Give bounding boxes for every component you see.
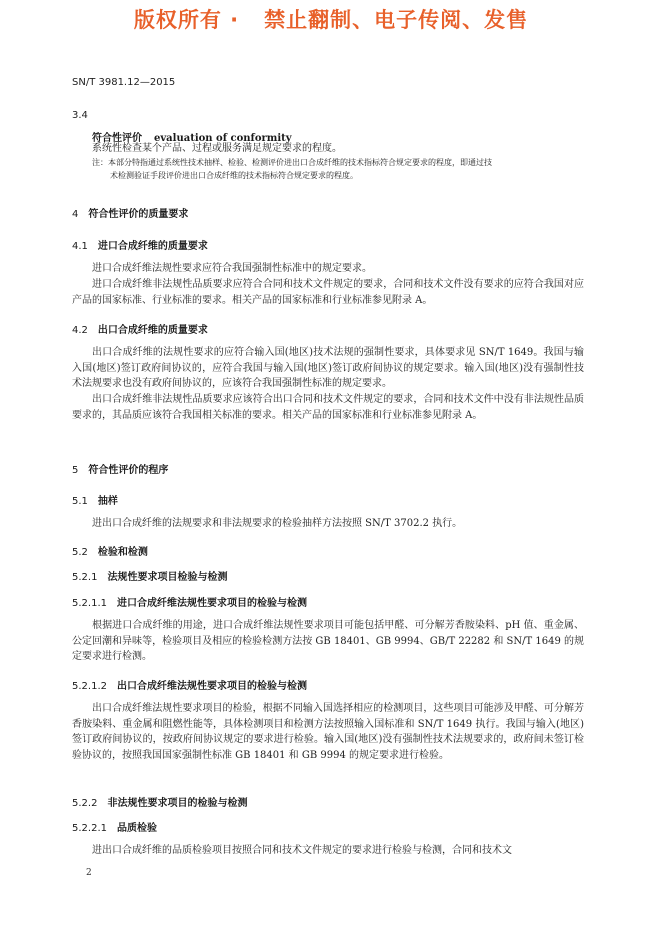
standard-code-header: SN/T 3981.12—2015: [72, 77, 176, 88]
term-english: evaluation of conformity: [154, 133, 292, 144]
section-heading: [72, 568, 227, 583]
section-title: 出口合成纤维法规性要求项目的检验与检测: [117, 681, 307, 692]
section-heading: [72, 461, 168, 476]
paragraph: 进口合成纤维法规性要求应符合我国强制性标准中的规定要求。: [92, 263, 372, 274]
section-title: 进口合成纤维法规性要求项目的检验与检测: [117, 598, 307, 609]
paragraph: 进出口合成纤维的法规要求和非法规要求的检验抽样方法按照 SN/T 3702.2 执行。: [92, 518, 463, 529]
section-number: 4: [72, 209, 79, 220]
section-heading: [72, 321, 208, 336]
section-title: 出口合成纤维的质量要求: [97, 325, 208, 336]
section-heading: [72, 677, 307, 692]
paragraph: 进出口合成纤维的品质检验项目按照合同和技术文件规定的要求进行检验与检测，合同和技术文: [92, 845, 512, 856]
term-chinese: 符合性评价: [92, 133, 142, 144]
paragraph: 根据进口合成纤维的用途，进口合成纤维法规性要求项目可能包括甲醛、可分解芳香胺染料、pH 值、重金属、公定回潮和异味等，检验项目及相应的检验检测方法按 GB 18401、GB 9994、GB/T 22282 和 SN/T 1649 的规定要求进行检测。: [72, 620, 584, 662]
section-heading: [72, 237, 208, 252]
section-title: 法规性要求项目检验与检测: [107, 572, 228, 583]
section-number: 5.2.1.2: [72, 681, 107, 692]
section-number: 5.2.2: [72, 798, 98, 809]
section-number: 4.2: [72, 325, 88, 336]
section-number: 4.1: [72, 241, 88, 252]
section-number: 5: [72, 465, 79, 476]
section-heading: [72, 543, 148, 558]
term-number: 3.4: [72, 110, 88, 121]
term-note-line-1: 注：本部分特指通过系统性技术抽样、检验、检测评价进出口合成纤维的技术指标符合规定要求的程度，即通过技: [92, 158, 492, 167]
section-title: 符合性评价的质量要求: [88, 209, 189, 220]
section-number: 5.2.2.1: [72, 823, 107, 834]
paragraph: 出口合成纤维法规性要求项目的检验，根据不同输入国选择相应的检测项目，这些项目可能涉及甲醛、可分解芳香胺染料、重金属和阻燃性能等，具体检测项目和检测方法按照输入国标准和 SN/T 1649 执行。我国与输入(地区)签订政府间协议的，按政府间协议规定的要求进行检验。输入国(地区)没有强制性技术法规要求的，政府间未签订检验协议的，按照我国国家强制性标准 GB 18401 和 GB 9994 的规定要求进行检验。: [72, 703, 584, 761]
term-note-line-2: 术检测验证手段评价进出口合成纤维的技术指标符合规定要求的程度。: [110, 171, 358, 180]
section-heading: [72, 492, 118, 507]
section-title: 非法规性要求项目的检验与检测: [107, 798, 248, 809]
term-definition: 系统性检查某个产品、过程或服务满足规定要求的程度。: [92, 143, 342, 154]
paragraph: 进口合成纤维非法规性品质要求应符合合同和技术文件规定的要求，合同和技术文件没有要求的应符合我国对应产品的国家标准、行业标准的要求。相关产品的国家标准和行业标准参见附录 A。: [72, 279, 584, 306]
section-heading: [72, 594, 307, 609]
section-number: 5.2: [72, 547, 88, 558]
section-number: 5.1: [72, 496, 88, 507]
paragraph: 出口合成纤维非法规性品质要求应该符合出口合同和技术文件规定的要求，合同和技术文件中没有非法规性品质要求的，其品质应该符合我国相关标准的要求。相关产品的国家标准和行业标准参见附录 A。: [72, 394, 584, 421]
paragraph: 出口合成纤维的法规性要求的应符合输入国(地区)技术法规的强制性要求，具体要求见 SN/T 1649。我国与输入国(地区)签订政府间协议的，应符合我国与输入国(地区)签订政府间协议的规定要求。输入国(地区)没有强制性技术法规要求也没有政府间协议的，应该符合我国强制性标准的规定要求。: [72, 347, 584, 389]
copyright-watermark: 版权所有 · 禁止翻制、电子传阅、发售: [133, 8, 529, 32]
section-title: 进口合成纤维的质量要求: [97, 241, 208, 252]
section-title: 抽样: [97, 496, 118, 507]
section-heading: [72, 205, 188, 220]
section-title: 检验和检测: [97, 547, 148, 558]
section-number: 5.2.1: [72, 572, 98, 583]
section-heading: [72, 819, 157, 834]
section-title: 品质检验: [117, 823, 157, 834]
section-number: 5.2.1.1: [72, 598, 107, 609]
section-heading: [72, 794, 247, 809]
page-number: 2: [86, 868, 92, 878]
section-title: 符合性评价的程序: [88, 465, 169, 476]
